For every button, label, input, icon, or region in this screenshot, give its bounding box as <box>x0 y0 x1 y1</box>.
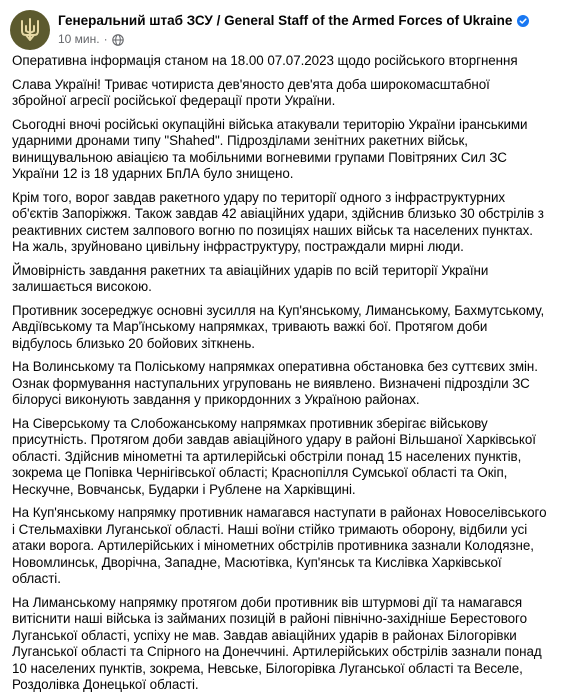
post-paragraph: На Лиманському напрямку протягом доби противник вів штурмові дії та намагався витіснити наші війська із займаних позицій в районі північно-західніше Берестового Луганської області, успіху не мав. Завдав авіаційних ударів в районах Білогорівки Луганської області та Спірного на Донеччині. Артилерійських обстрілів зазнали понад 10 населених пунктів, зокрема, Невське, Білогорівка Луганської області та Веселе, Роздолівка Донецької області. <box>12 594 542 692</box>
globe-icon[interactable] <box>112 34 124 46</box>
post-body <box>0 53 561 694</box>
post-timestamp[interactable]: 10 мин. <box>58 32 100 46</box>
post-header <box>0 0 561 52</box>
verified-badge-icon <box>517 15 529 27</box>
post-meta <box>58 10 529 47</box>
post-paragraph: Крім того, ворог завдав ракетного удару по території одного з інфраструктурних об'єктів Запоріжжя. Також завдав 42 авіаційних удари, здійснив близько 30 обстрілів з реактивних систем залпового вогню по позиціях наших військ та населених пунктах. На жаль, зруйновано цивільну інфраструктуру, постраждали мирні люди. <box>12 189 544 254</box>
author-name[interactable]: Генеральний штаб ЗСУ / General Staff of the Armed Forces of Ukraine <box>58 13 513 28</box>
post-paragraph: Ймовірність завдання ракетних та авіаційних ударів по всій території України залишається високою. <box>12 262 489 294</box>
meta-separator: · <box>103 32 108 46</box>
post-paragraph: Слава Україні! Триває чотириста дев'яносто дев'ята доба широкомасштабної збройної агресії російської федерації проти України. <box>12 76 490 108</box>
trident-emblem-icon <box>17 17 43 43</box>
post-paragraph: Противник зосереджує основні зусилля на Куп'янському, Лиманському, Бахмутському, Авдіївському та Мар'їнському напрямках, тривають важкі бої. Протягом доби відбулось близько 20 бойових зіткнень. <box>12 302 545 351</box>
author-row <box>58 12 529 29</box>
post-paragraph: На Куп'янському напрямку противник намагався наступати в районах Новоселівського і Стельмахівки Луганської області. Наші воїни стійко тримають оборону, відбили усі атаки ворога. Артилерійських і мінометних обстрілів противника зазнали Колодязне, Новомлинськ, Дворічна, Западне, Масютівка, Куп'янськ та Кислівка Харківської області. <box>12 505 547 586</box>
post-paragraph: На Сіверському та Слобожанському напрямках противник зберігає військову присутність. Протягом доби завдав авіаційного удару в районі Вільшаної Харківської області. Здійснив мінометні та артилерійські обстріли понад 15 населених пунктів, зокрема це Попівка Чернігівської області; Краснопілля Сумської області та Окіп, Нескучне, Вовчанськ, Бударки і Рублене на Харківщині. <box>12 415 536 497</box>
post-paragraph: Сьогодні вночі російські окупаційні війська атакували територію України іранськими ударними дронами типу "Shahed". Підрозділами зенітних ракетних військ, винищувальною авіацією та мобільними вогневими групами Повітряних Сил ЗС України 12 із 18 ударних БпЛА було знищено. <box>12 116 528 181</box>
time-row <box>58 32 529 47</box>
post-paragraph: Оперативна інформація станом на 18.00 07.07.2023 щодо російського вторгнення <box>12 53 518 68</box>
post-paragraph: На Волинському та Поліському напрямках оперативна обстановка без суттєвих змін. Ознак формування наступальних угруповань не виявлено. Визначені підрозділи ЗС білорусі виконують завдання у прикордонних з Україною районах. <box>12 359 538 407</box>
page-avatar[interactable] <box>10 10 50 50</box>
